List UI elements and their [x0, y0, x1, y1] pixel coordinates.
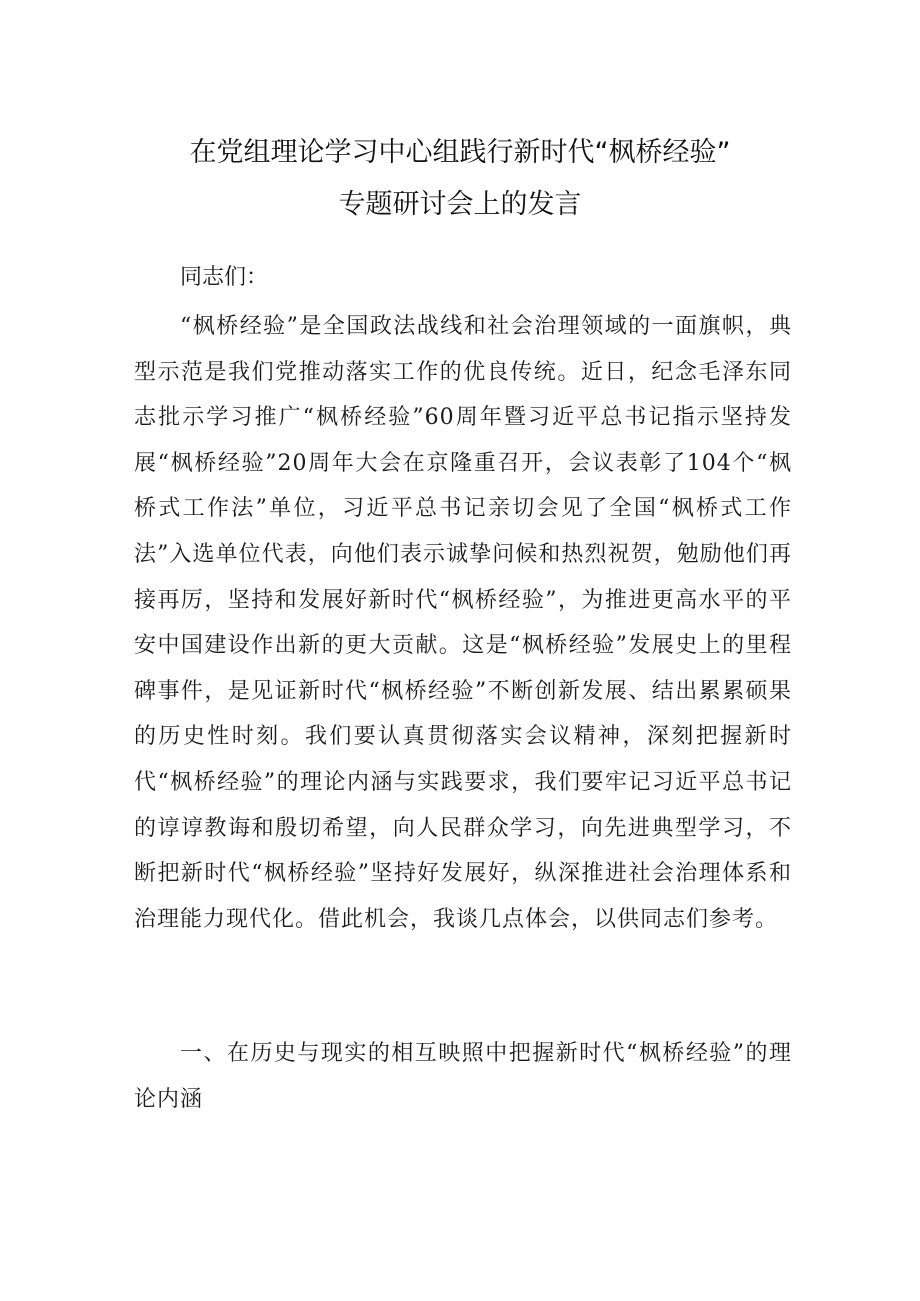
section-heading-1: 一、在历史与现实的相互映照中把握新时代“枫桥经验”的理论内涵: [134, 1041, 792, 1112]
salutation: 同志们：: [180, 265, 269, 290]
body-paragraph-1: “枫桥经验”是全国政法战线和社会治理领域的一面旗帜，典型示范是我们党推动落实工作的优良传统。近日，纪念毛泽东同志批示学习推广“枫桥经验”60周年暨习近平总书记指示坚持发展“枫桥经验”20周年大会在京隆重召开，会议表彰了104个“枫桥式工作法”单位，习近平总书记亲切会见了全国“枫桥式工作法”入选单位代表，向他们表示诚挚问候和热烈祝贺，勉励他们再接再厉，坚持和发展好新时代“枫桥经验”，为推进更高水平的平安中国建设作出新的更大贡献。这是“枫桥经验”发展史上的里程碑事件，是见证新时代“枫桥经验”不断创新发展、结出累累硕果的历史性时刻。我们要认真贯彻落实会议精神，深刻把握新时代“枫桥经验”的理论内涵与实践要求，我们要牢记习近平总书记的谆谆教诲和殷切希望，向人民群众学习，向先进典型学习，不断把新时代“枫桥经验”坚持好发展好，纵深推进社会治理体系和治理能力现代化。借此机会，我谈几点体会，以供同志们参考。: [134, 314, 792, 932]
document-title-line-1: 在党组理论学习中心组践行新时代“枫桥经验”: [189, 137, 731, 169]
document-title-line-2: 专题研讨会上的发言: [338, 189, 582, 221]
